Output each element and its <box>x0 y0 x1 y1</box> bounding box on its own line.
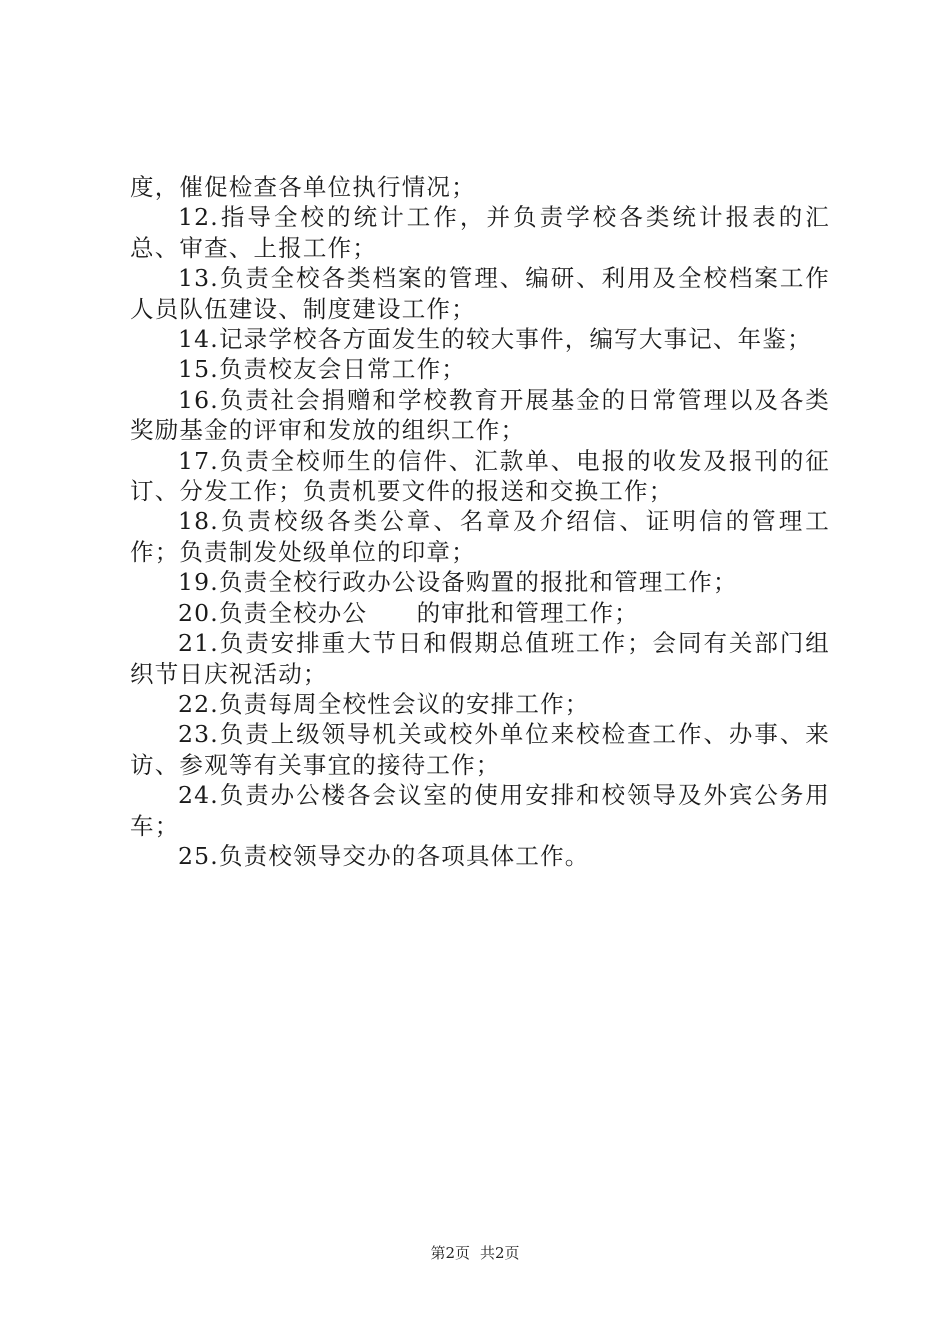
document-body <box>130 172 830 871</box>
paragraph-item-13: 13.负责全校各类档案的管理、编研、利用及全校档案工作人员队伍建设、制度建设工作； <box>130 264 830 323</box>
paragraph-item-25: 25.负责校领导交办的各项具体工作。 <box>178 841 590 870</box>
paragraph-item-19: 19.负责全校行政办公设备购置的报批和管理工作； <box>178 568 738 597</box>
page-total: 共2页 <box>480 1244 520 1262</box>
paragraph-continuation: 度，催促检查各单位执行情况； <box>130 173 476 201</box>
paragraph-item-22: 22.负责每周全校性会议的安排工作； <box>178 689 590 718</box>
paragraph-item-16: 16.负责社会捐赠和学校教育开展基金的日常管理以及各类奖励基金的评审和发放的组织工作； <box>130 385 830 445</box>
paragraph-item-12: 12.指导全校的统计工作，并负责学校各类统计报表的汇总、审查、上报工作； <box>130 203 830 262</box>
paragraph-item-15: 15.负责校友会日常工作； <box>178 355 466 384</box>
paragraph-item-14: 14.记录学校各方面发生的较大事件，编写大事记、年鉴； <box>178 325 812 354</box>
paragraph-item-20: 20.负责全校办公 的审批和管理工作； <box>178 598 639 627</box>
paragraph-item-21: 21.负责安排重大节日和假期总值班工作；会同有关部门组织节日庆祝活动； <box>130 629 830 688</box>
paragraph-item-23: 23.负责上级领导机关或校外单位来校检查工作、办事、来访、参观等有关事宜的接待工作； <box>130 720 830 779</box>
paragraph-item-17: 17.负责全校师生的信件、汇款单、电报的收发及报刊的征订、分发工作；负责机要文件的报送和交换工作； <box>130 446 830 506</box>
paragraph-item-18: 18.负责校级各类公章、名章及介绍信、证明信的管理工作；负责制发处级单位的印章； <box>130 507 830 566</box>
page-number: 第2页 <box>430 1244 470 1262</box>
page-footer <box>0 1243 950 1263</box>
paragraph-item-24: 24.负责办公楼各会议室的使用安排和校领导及外宾公务用车； <box>130 781 830 840</box>
